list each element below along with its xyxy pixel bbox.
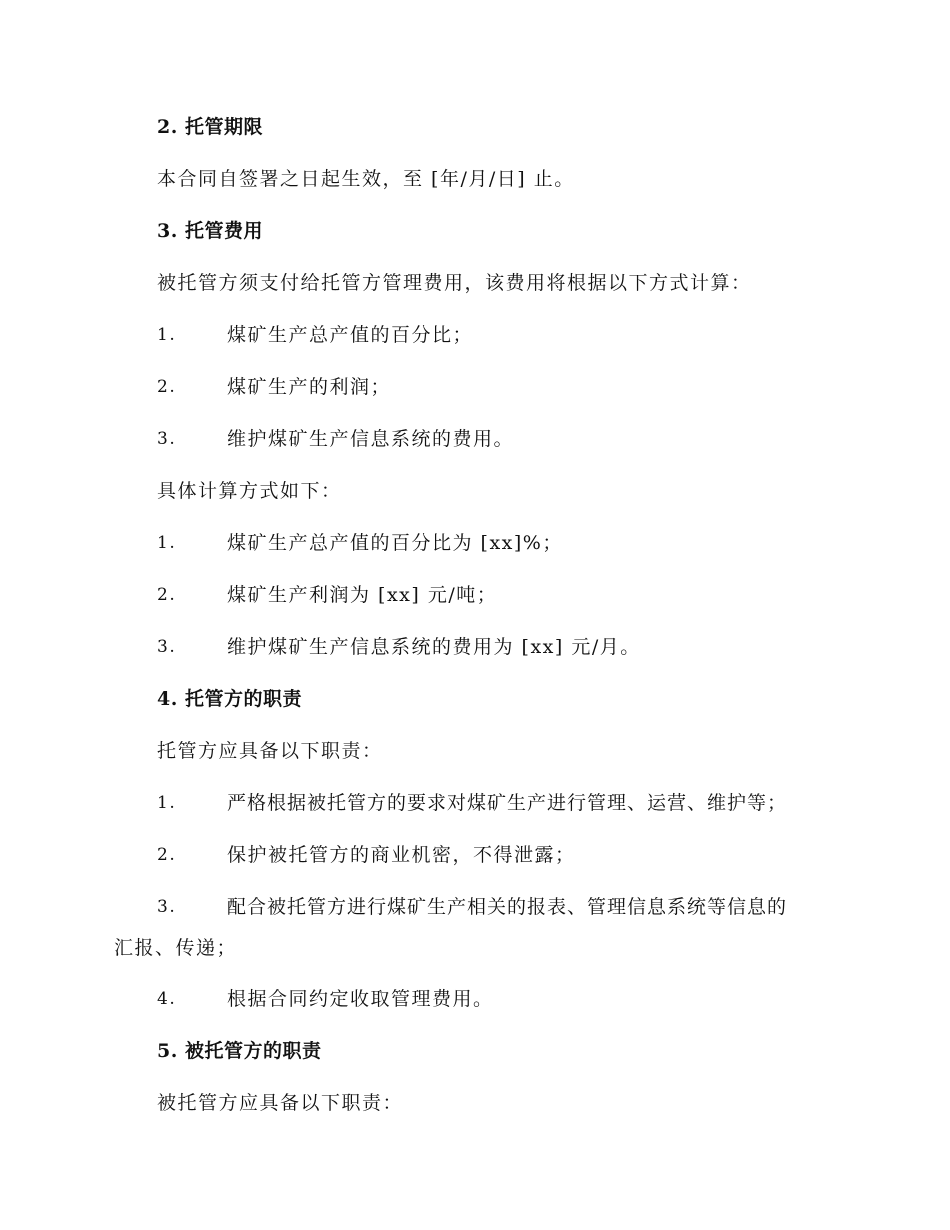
section-2-heading: 2. 托管期限 [157,116,263,138]
section-5-intro: 被托管方应具备以下职责： [157,1092,404,1114]
list-item-text: 煤矿生产利润为 [xx] 元/吨； [227,584,498,606]
section-5-heading: 5. 被托管方的职责 [157,1040,322,1062]
list-number: 3. [157,637,177,657]
section-4-intro: 托管方应具备以下职责： [157,740,383,762]
list-number: 3. [157,429,177,449]
list-number: 1. [157,325,177,345]
list-item-text: 维护煤矿生产信息系统的费用为 [xx] 元/月。 [227,636,641,658]
list-number: 1. [157,533,177,553]
list-item-text: 维护煤矿生产信息系统的费用。 [227,428,515,450]
list-number: 2. [157,845,177,865]
section-4-heading: 4. 托管方的职责 [157,688,302,710]
section-2-text: 本合同自签署之日起生效，至 [年/月/日] 止。 [157,168,575,190]
list-number: 4. [157,989,177,1009]
list-item-text: 严格根据被托管方的要求对煤矿生产进行管理、运营、维护等； [227,792,788,814]
list-number: 2. [157,585,177,605]
list-number: 2. [157,377,177,397]
list-number: 1. [157,793,177,813]
list-item-text: 根据合同约定收取管理费用。 [227,988,494,1010]
section-3-intro: 被托管方须支付给托管方管理费用，该费用将根据以下方式计算： [157,272,752,294]
list-item-text-continuation: 汇报、传递； [114,937,238,959]
list-item-text: 煤矿生产总产值的百分比为 [xx]%； [227,532,563,554]
list-item-text: 保护被托管方的商业机密，不得泄露； [227,844,576,866]
list-item-text: 煤矿生产的利润； [227,376,392,398]
section-3-heading: 3. 托管费用 [157,220,263,242]
calc-intro: 具体计算方式如下： [157,480,342,502]
list-number: 3. [157,897,177,917]
list-item-text: 配合被托管方进行煤矿生产相关的报表、管理信息系统等信息的 [227,896,788,918]
list-item-text: 煤矿生产总产值的百分比； [227,324,474,346]
